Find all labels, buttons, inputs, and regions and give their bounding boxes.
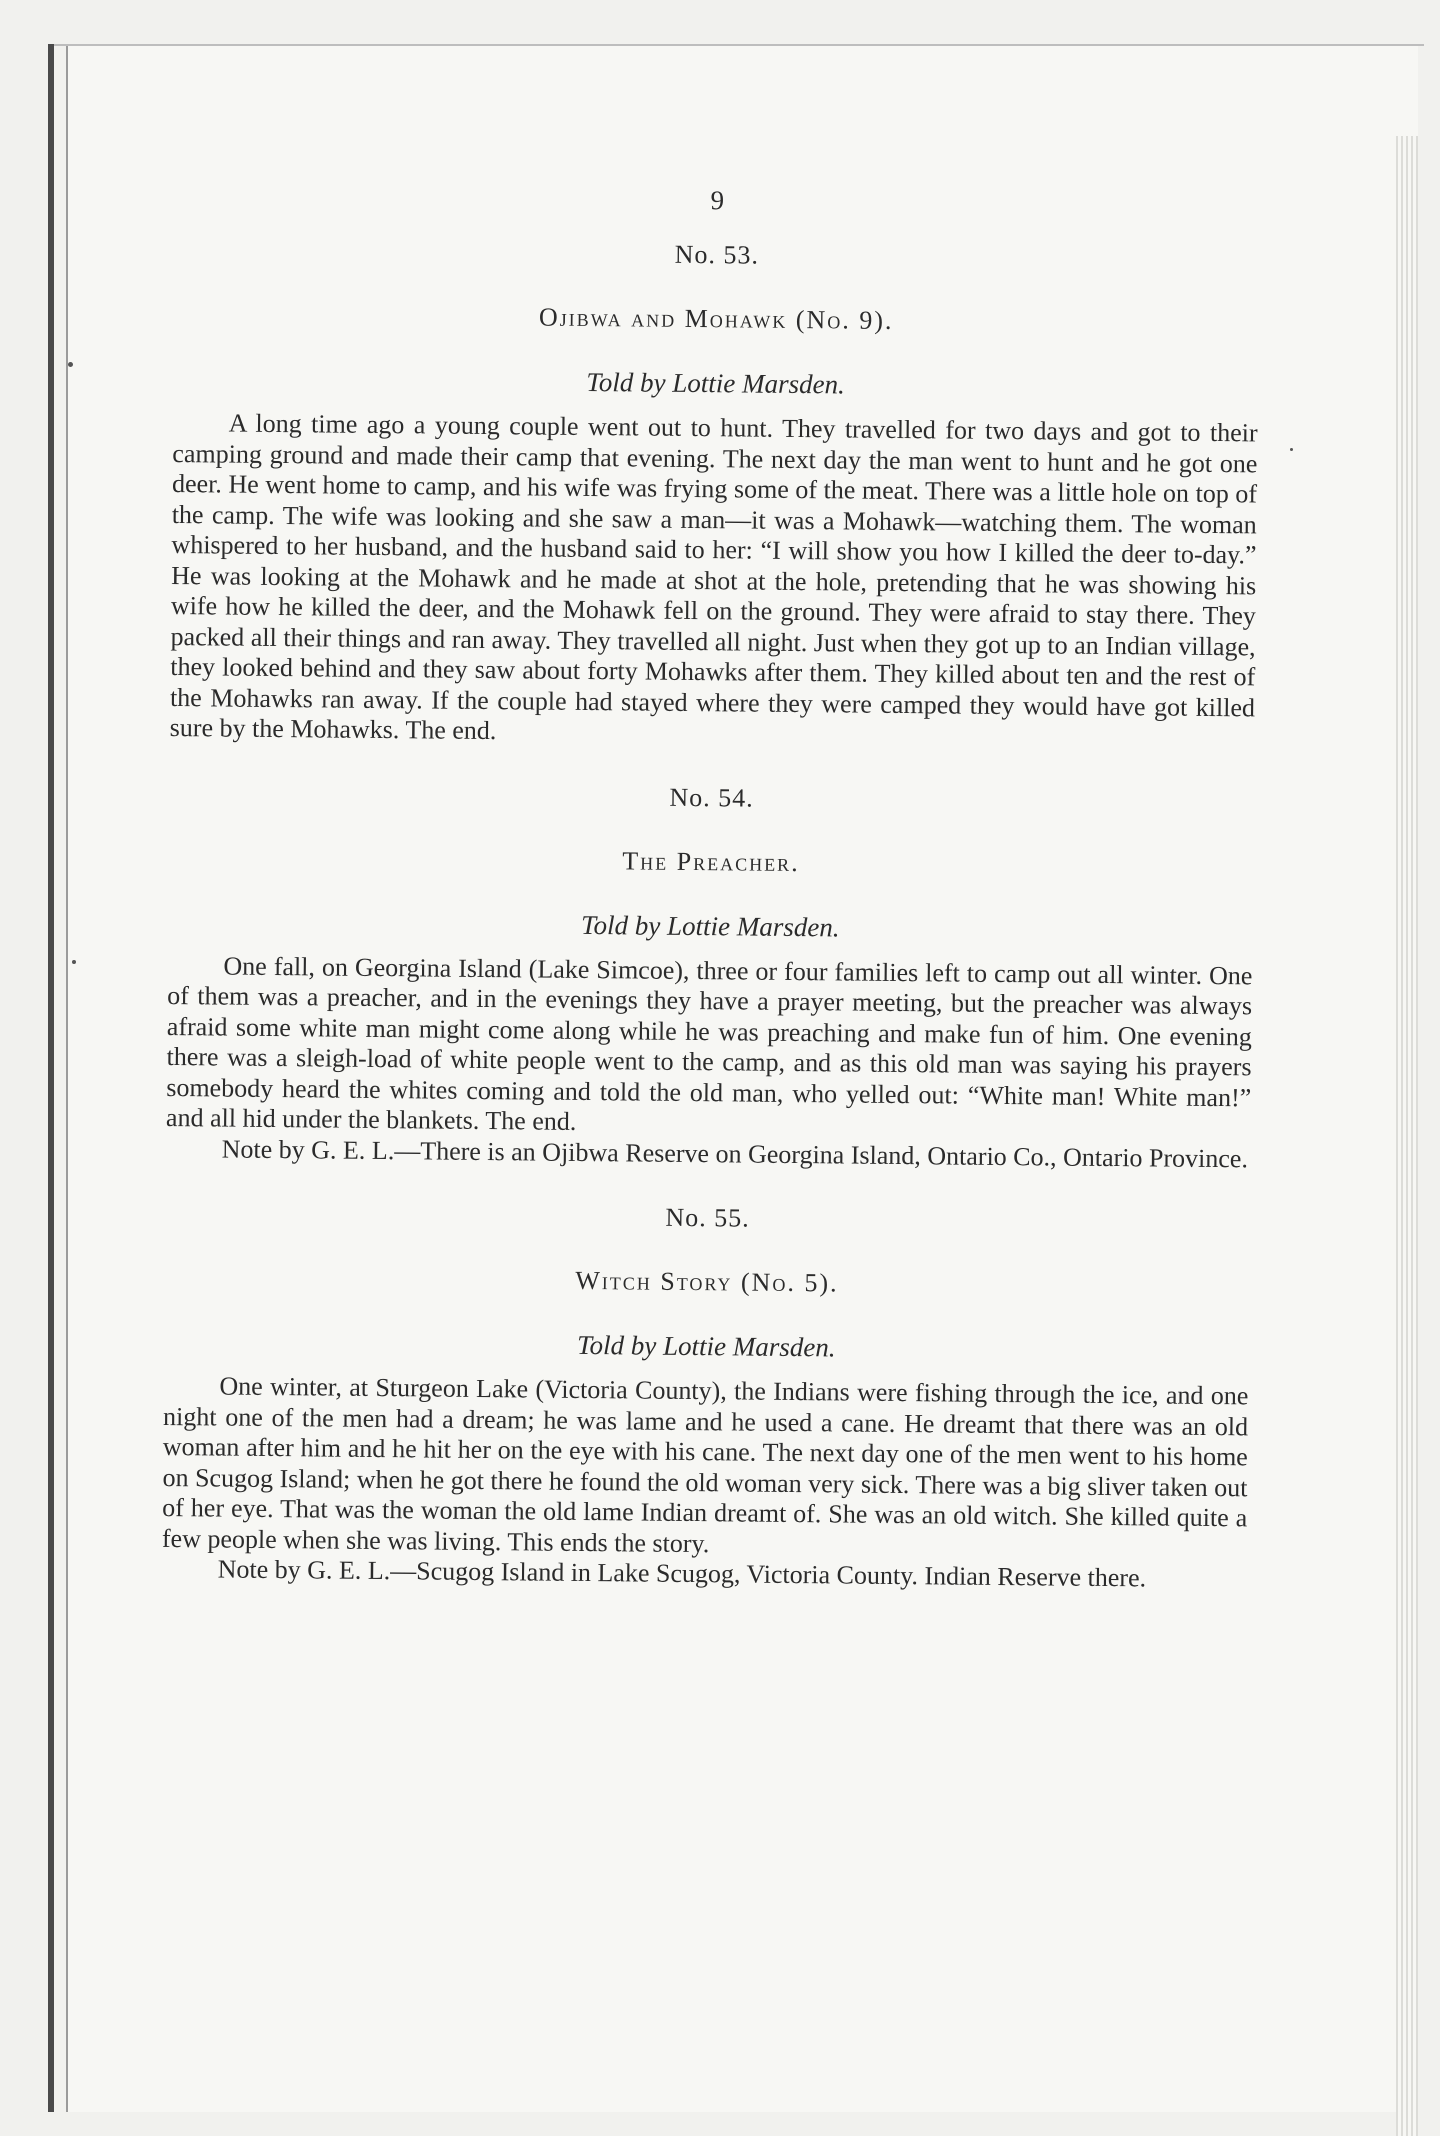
story-title: Ojibwa and Mohawk (No. 9). [538,302,894,335]
scan-speck [72,960,76,964]
story-55 [162,1198,1251,1595]
editor-note: Note by G. E. L.—There is an Ojibwa Reserve on Georgina Island, Ontario Co., Ontario Province. [221,1133,1249,1173]
story-teller: Told by Lottie Marsden. [586,366,845,400]
story-body: One winter, at Sturgeon Lake (Victoria County), the Indians were fishing through the ice, and one night one of the men had a dream; he was lame and he used a cane. He dreamt that there was an old woman after him and he hit her on the eye with his cane. The next day one of the men went to his home on Scugog Island; when he got there he found the old woman very sick. There was a big sliver taken out of her eye. That was the woman the old lame Indian dreamt of. She was an old witch. She killed quite a few people when she was living. This ends the story. [161,1371,1249,1558]
page-content [161,180,1260,1629]
story-number: No. 54. [669,782,754,813]
editor-note: Note by G. E. L.—Scugog Island in Lake Scugog, Victoria County. Indian Reserve there. [217,1554,1147,1593]
story-body: One fall, on Georgina Island (Lake Simcoe), three or four families left to camp out all winter. One of them was a preacher, and in the evenings they have a prayer meeting, but the preacher was always afraid some white man might come along while he was preaching and make fun of him. One evening there was a sleigh-load of white people went to the camp, and as this old man was saying his prayers somebody heard the whites coming and told the old man, who yelled out: “White man! White man!” and all hid under the blankets. The end. [165,951,1253,1136]
story-teller: Told by Lottie Marsden. [580,909,840,942]
scan-speck [1290,448,1293,451]
story-number: No. 55. [665,1202,750,1233]
page-number: 9 [710,185,725,216]
story-body: A long time ago a young couple went out to hunt. They travelled for two days and got to their camping ground and made their camp that evening. The next day the man went to hunt and he got one deer. He went home to camp, and his wife was frying some of the meat. There was a little hole on top of the camp. The wife was looking and she saw a man—it was a Mohawk—watching them. The woman whispered to her husband, and the husband said to her: “I will show you how I killed the deer to-day.” He was looking at the Mohawk and he made at shot at the hole, pretending that he was showing his wife how he killed the deer, and the Mohawk fell on the ground. They were afraid to stay there. They packed all their things and ran away. They travelled all night. Just when they got up to an Indian village, they looked behind and they saw about forty Mohawks after them. They killed about ten and the rest of the Mohawks ran away. If the couple had stayed where they were camped they would have got killed sure by the Mohawks. The end. [169,408,1258,746]
story-teller: Told by Lottie Marsden. [576,1329,836,1363]
story-53 [170,235,1260,754]
page-stack-edges [1396,136,1418,2136]
story-title: The Preacher. [622,845,800,877]
story-54 [166,777,1255,1174]
story-title: Witch Story (No. 5). [575,1265,839,1298]
scan-speck [68,362,73,367]
story-number: No. 53. [674,239,760,270]
book-binding-edge [48,44,54,2112]
